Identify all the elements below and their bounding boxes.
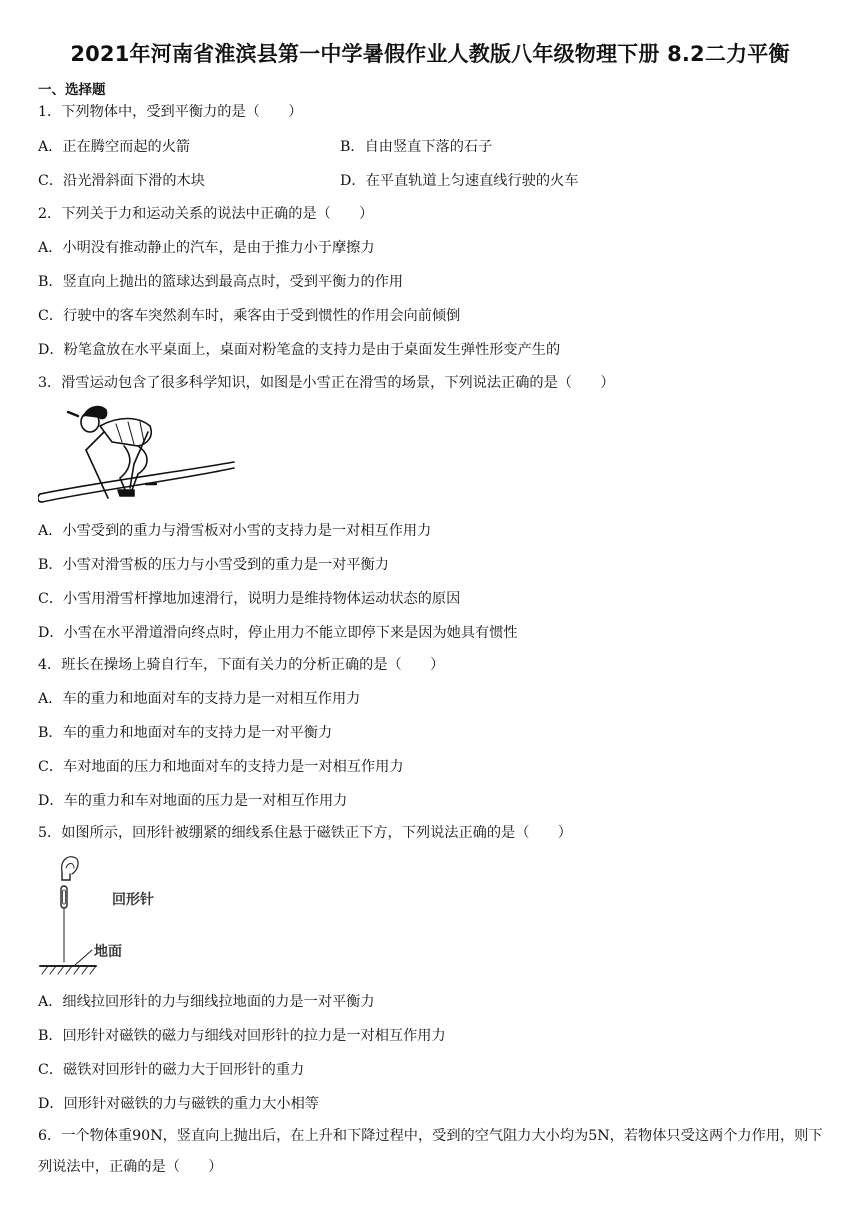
question-4-option-c: C．车对地面的压力和地面对车的支持力是一对相互作用力 (38, 759, 404, 775)
question-2-option-b: B．竖直向上抛出的篮球达到最高点时，受到平衡力的作用 (38, 274, 404, 290)
question-5-option-b: B．回形针对磁铁的磁力与细线对回形针的拉力是一对相互作用力 (38, 1028, 446, 1044)
question-1-option-b: B．自由竖直下落的石子 (340, 139, 493, 155)
question-4-option-d: D．车的重力和车对地面的压力是一对相互作用力 (38, 793, 348, 809)
question-3-option-c: C．小雪用滑雪杆撑地加速滑行，说明力是维持物体运动状态的原因 (38, 591, 461, 607)
question-3-option-b: B．小雪对滑雪板的压力与小雪受到的重力是一对平衡力 (38, 557, 389, 573)
question-1-option-c: C．沿光滑斜面下滑的木块 (38, 173, 205, 189)
question-5-option-c: C．磁铁对回形针的磁力大于回形针的重力 (38, 1062, 305, 1078)
question-3-option-a: A．小雪受到的重力与滑雪板对小雪的支持力是一对相互作用力 (38, 523, 432, 539)
section-heading: 一、选择题 (38, 82, 106, 98)
question-1-stem: 1．下列物体中，受到平衡力的是（ ） (38, 104, 303, 120)
question-5-option-a: A．细线拉回形针的力与细线拉地面的力是一对平衡力 (38, 994, 375, 1010)
question-4-stem: 4．班长在操场上骑自行车，下面有关力的分析正确的是（ ） (38, 657, 445, 673)
question-1-option-a: A．正在腾空而起的火箭 (38, 139, 191, 155)
question-4-option-b: B．车的重力和地面对车的支持力是一对平衡力 (38, 725, 333, 741)
question-3-option-d: D．小雪在水平滑道滑向终点时，停止用力不能立即停下来是因为她具有惯性 (38, 625, 518, 641)
document-title: 2021年河南省淮滨县第一中学暑假作业人教版八年级物理下册 8.2二力平衡 (70, 42, 790, 66)
question-4-option-a: A．车的重力和地面对车的支持力是一对相互作用力 (38, 691, 361, 707)
question-1-option-d: D．在平直轨道上匀速直线行驶的火车 (340, 173, 579, 189)
question-5-option-d: D．回形针对磁铁的力与磁铁的重力大小相等 (38, 1096, 319, 1112)
question-2-stem: 2．下列关于力和运动关系的说法中正确的是（ ） (38, 206, 374, 222)
paperclip-label: 回形针 (112, 892, 154, 908)
question-5-stem: 5．如图所示，回形针被绷紧的细线系住悬于磁铁正下方，下列说法正确的是（ ） (38, 825, 572, 841)
question-6-stem: 6．一个物体重90N，竖直向上抛出后，在上升和下降过程中，受到的空气阻力大小均为5N，若物体只受这两个力作用，则下列说法中，正确的是（ ） (38, 1128, 823, 1175)
question-2-option-c: C．行驶中的客车突然刹车时，乘客由于受到惯性的作用会向前倾倒 (38, 308, 461, 324)
question-3-stem: 3．滑雪运动包含了很多科学知识，如图是小雪正在滑雪的场景，下列说法正确的是（ ） (38, 375, 615, 391)
question-2-option-d: D．粉笔盒放在水平桌面上，桌面对粉笔盒的支持力是由于桌面发生弹性形变产生的 (38, 342, 561, 358)
ground-label: 地面 (94, 944, 122, 960)
question-2-option-a: A．小明没有推动静止的汽车，是由于推力小于摩擦力 (38, 240, 375, 256)
skier-figure (38, 402, 238, 508)
